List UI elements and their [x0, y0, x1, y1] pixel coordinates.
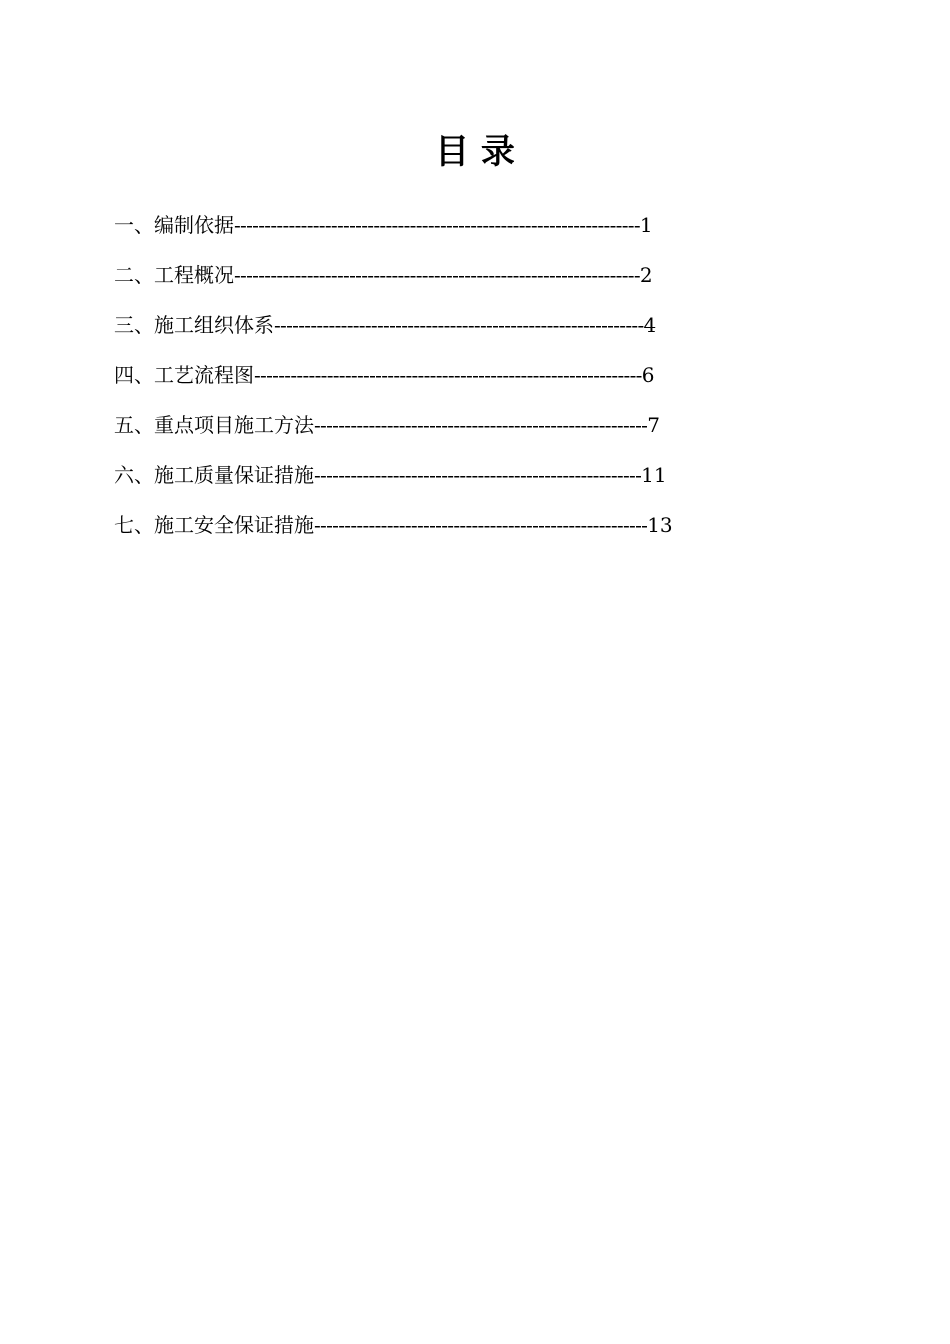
toc-entry-leader: -------------------------------------------------------------: [274, 313, 644, 337]
toc-entry-leader: -------------------------------------------------------: [314, 413, 648, 437]
toc-entry[interactable]: [114, 455, 673, 505]
toc-entry[interactable]: [114, 505, 673, 555]
toc-entry-label: 一、编制依据: [114, 213, 234, 237]
toc-entry[interactable]: [114, 205, 673, 255]
toc-entry-page: 7: [647, 413, 660, 437]
toc-entry-page: 1: [639, 213, 653, 237]
toc-entry-page: 11: [641, 463, 667, 487]
toc-entry-label: 三、施工组织体系: [114, 313, 274, 337]
toc-entry-label: 六、施工质量保证措施: [114, 463, 314, 487]
toc-entry[interactable]: [114, 405, 673, 455]
table-of-contents: [114, 205, 673, 555]
toc-entry[interactable]: [114, 255, 673, 305]
toc-entry-page: 6: [641, 363, 655, 387]
toc-entry-leader: ----------------------------------------------------------------: [254, 363, 642, 387]
toc-entry-page: 13: [647, 513, 673, 537]
toc-title: 目 录: [435, 132, 515, 172]
toc-entry-leader: -------------------------------------------------------------------: [234, 213, 640, 237]
toc-entry-label: 七、施工安全保证措施: [114, 513, 314, 537]
toc-entry[interactable]: [114, 355, 673, 405]
toc-entry-label: 二、工程概况: [114, 263, 234, 287]
toc-entry-leader: -------------------------------------------------------------------: [234, 263, 640, 287]
toc-entry[interactable]: [114, 305, 673, 355]
toc-entry-page: 4: [643, 313, 657, 337]
toc-entry-label: 四、工艺流程图: [114, 363, 254, 387]
toc-entry-leader: -------------------------------------------------------: [314, 513, 648, 537]
toc-entry-page: 2: [639, 263, 653, 287]
toc-entry-label: 五、重点项目施工方法: [114, 413, 314, 437]
toc-entry-leader: ------------------------------------------------------: [314, 463, 642, 487]
